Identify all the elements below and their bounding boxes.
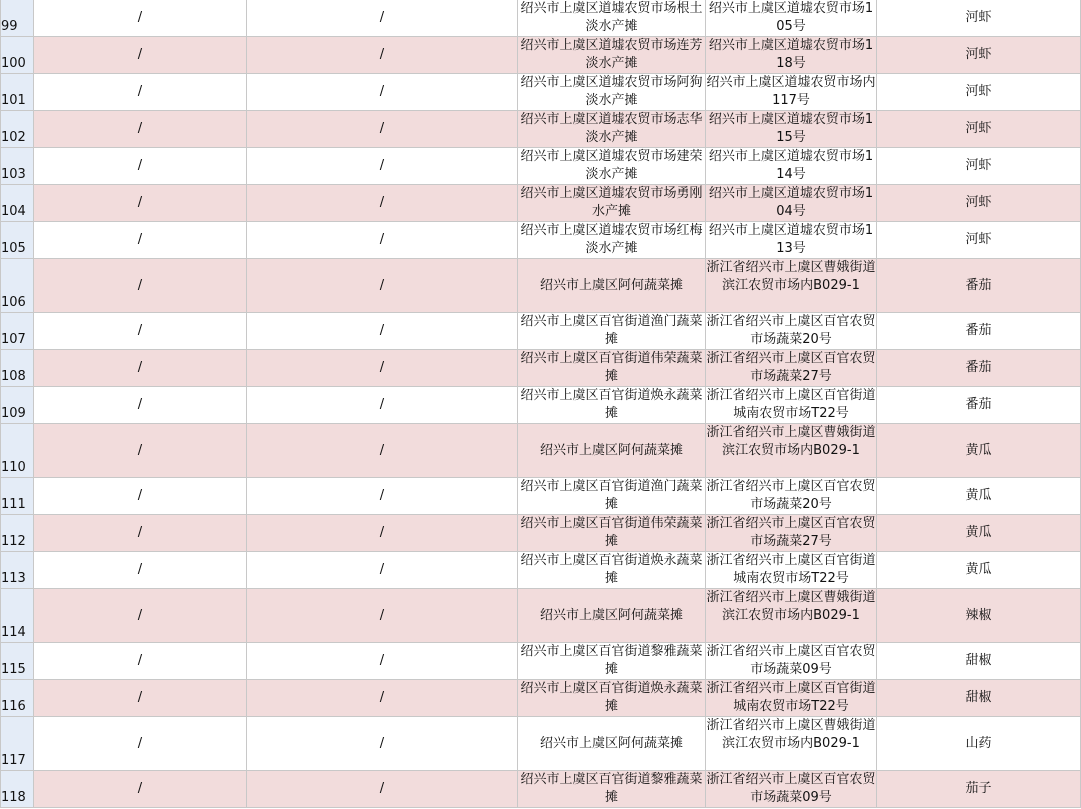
cell-operator-name[interactable]: 绍兴市上虞区道墟农贸市场连芳淡水产摊 — [518, 37, 706, 74]
cell-col-b[interactable]: / — [34, 515, 247, 552]
cell-product-name[interactable]: 黄瓜 — [877, 552, 1081, 589]
cell-col-b[interactable]: / — [34, 387, 247, 424]
cell-col-b[interactable]: / — [34, 0, 247, 37]
cell-product-name[interactable]: 番茄 — [877, 387, 1081, 424]
table-row — [1, 259, 1081, 313]
table-row — [1, 350, 1081, 387]
cell-col-b[interactable]: / — [34, 552, 247, 589]
cell-operator-name[interactable]: 绍兴市上虞区道墟农贸市场建荣淡水产摊 — [518, 148, 706, 185]
cell-product-name[interactable]: 番茄 — [877, 313, 1081, 350]
cell-operator-name[interactable]: 绍兴市上虞区阿何蔬菜摊 — [518, 589, 706, 643]
table-row — [1, 771, 1081, 808]
row-number[interactable]: 100 — [1, 37, 34, 74]
cell-col-c[interactable]: / — [247, 313, 518, 350]
cell-col-b[interactable]: / — [34, 111, 247, 148]
cell-operator-address[interactable]: 浙江省绍兴市上虞区曹娥街道滨江农贸市场内B029-1 — [706, 717, 877, 771]
row-number[interactable]: 108 — [1, 350, 34, 387]
cell-product-name[interactable]: 甜椒 — [877, 643, 1081, 680]
cell-col-b[interactable]: / — [34, 74, 247, 111]
cell-col-c[interactable]: / — [247, 387, 518, 424]
table-row — [1, 589, 1081, 643]
table-row — [1, 37, 1081, 74]
cell-operator-name[interactable]: 绍兴市上虞区百官街道焕永蔬菜摊 — [518, 387, 706, 424]
row-number[interactable]: 101 — [1, 74, 34, 111]
cell-col-c[interactable]: / — [247, 515, 518, 552]
cell-operator-name[interactable]: 绍兴市上虞区百官街道黎雅蔬菜摊 — [518, 771, 706, 808]
table-row — [1, 148, 1081, 185]
cell-col-c[interactable]: / — [247, 350, 518, 387]
cell-col-c[interactable]: / — [247, 259, 518, 313]
cell-col-c[interactable]: / — [247, 680, 518, 717]
cell-operator-name[interactable]: 绍兴市上虞区道墟农贸市场勇刚水产摊 — [518, 185, 706, 222]
cell-col-b[interactable]: / — [34, 350, 247, 387]
cell-operator-address[interactable]: 浙江省绍兴市上虞区百官街道城南农贸市场T22号 — [706, 552, 877, 589]
cell-col-c[interactable]: / — [247, 589, 518, 643]
cell-product-name[interactable]: 茄子 — [877, 771, 1081, 808]
cell-col-c[interactable]: / — [247, 148, 518, 185]
cell-col-b[interactable]: / — [34, 222, 247, 259]
cell-operator-address[interactable]: 浙江省绍兴市上虞区百官农贸市场蔬菜09号 — [706, 643, 877, 680]
cell-operator-name[interactable]: 绍兴市上虞区百官街道渔门蔬菜摊 — [518, 478, 706, 515]
cell-operator-name[interactable]: 绍兴市上虞区道墟农贸市场根土淡水产摊 — [518, 0, 706, 37]
cell-operator-name[interactable]: 绍兴市上虞区百官街道焕永蔬菜摊 — [518, 552, 706, 589]
cell-product-name[interactable]: 河虾 — [877, 74, 1081, 111]
cell-col-b[interactable]: / — [34, 478, 247, 515]
cell-operator-address[interactable]: 绍兴市上虞区道墟农贸市场114号 — [706, 148, 877, 185]
table-row — [1, 185, 1081, 222]
row-number[interactable]: 99 — [1, 0, 34, 37]
cell-col-c[interactable]: / — [247, 74, 518, 111]
cell-operator-address[interactable]: 绍兴市上虞区道墟农贸市场115号 — [706, 111, 877, 148]
cell-operator-address[interactable]: 浙江省绍兴市上虞区百官农贸市场蔬菜27号 — [706, 515, 877, 552]
table-row — [1, 478, 1081, 515]
cell-operator-name[interactable]: 绍兴市上虞区阿何蔬菜摊 — [518, 259, 706, 313]
cell-col-c[interactable]: / — [247, 424, 518, 478]
cell-operator-address[interactable]: 浙江省绍兴市上虞区曹娥街道滨江农贸市场内B029-1 — [706, 259, 877, 313]
table-row — [1, 0, 1081, 37]
cell-operator-name[interactable]: 绍兴市上虞区百官街道伟荣蔬菜摊 — [518, 350, 706, 387]
table-body — [1, 0, 1081, 808]
table-row — [1, 680, 1081, 717]
cell-col-c[interactable]: / — [247, 717, 518, 771]
row-number[interactable]: 107 — [1, 313, 34, 350]
row-number[interactable]: 113 — [1, 552, 34, 589]
cell-col-c[interactable]: / — [247, 111, 518, 148]
cell-col-b[interactable]: / — [34, 185, 247, 222]
cell-product-name[interactable]: 番茄 — [877, 259, 1081, 313]
table-row — [1, 515, 1081, 552]
cell-operator-address[interactable]: 浙江省绍兴市上虞区曹娥街道滨江农贸市场内B029-1 — [706, 424, 877, 478]
row-number[interactable]: 106 — [1, 259, 34, 313]
cell-operator-name[interactable]: 绍兴市上虞区百官街道伟荣蔬菜摊 — [518, 515, 706, 552]
cell-operator-address[interactable]: 绍兴市上虞区道墟农贸市场113号 — [706, 222, 877, 259]
cell-product-name[interactable]: 河虾 — [877, 111, 1081, 148]
cell-product-name[interactable]: 山药 — [877, 717, 1081, 771]
row-number[interactable]: 110 — [1, 424, 34, 478]
cell-col-b[interactable]: / — [34, 424, 247, 478]
cell-operator-address[interactable]: 绍兴市上虞区道墟农贸市场内117号 — [706, 74, 877, 111]
cell-product-name[interactable]: 辣椒 — [877, 589, 1081, 643]
cell-col-b[interactable]: / — [34, 680, 247, 717]
cell-product-name[interactable]: 河虾 — [877, 37, 1081, 74]
row-number[interactable]: 111 — [1, 478, 34, 515]
cell-col-c[interactable]: / — [247, 552, 518, 589]
cell-operator-address[interactable]: 浙江省绍兴市上虞区百官街道城南农贸市场T22号 — [706, 387, 877, 424]
table-row — [1, 313, 1081, 350]
cell-col-b[interactable]: / — [34, 37, 247, 74]
cell-col-b[interactable]: / — [34, 313, 247, 350]
row-number[interactable]: 114 — [1, 589, 34, 643]
cell-col-c[interactable]: / — [247, 771, 518, 808]
cell-operator-name[interactable]: 绍兴市上虞区百官街道渔门蔬菜摊 — [518, 313, 706, 350]
cell-operator-address[interactable]: 浙江省绍兴市上虞区百官农贸市场蔬菜20号 — [706, 478, 877, 515]
row-number[interactable]: 115 — [1, 643, 34, 680]
cell-operator-name[interactable]: 绍兴市上虞区道墟农贸市场志华淡水产摊 — [518, 111, 706, 148]
row-number[interactable]: 112 — [1, 515, 34, 552]
cell-col-b[interactable]: / — [34, 589, 247, 643]
table-row — [1, 552, 1081, 589]
row-number[interactable]: 104 — [1, 185, 34, 222]
row-number[interactable]: 117 — [1, 717, 34, 771]
row-number[interactable]: 103 — [1, 148, 34, 185]
cell-col-b[interactable]: / — [34, 259, 247, 313]
cell-operator-name[interactable]: 绍兴市上虞区阿何蔬菜摊 — [518, 424, 706, 478]
table-row — [1, 643, 1081, 680]
cell-col-b[interactable]: / — [34, 148, 247, 185]
cell-operator-name[interactable]: 绍兴市上虞区阿何蔬菜摊 — [518, 717, 706, 771]
cell-product-name[interactable]: 黄瓜 — [877, 424, 1081, 478]
cell-product-name[interactable]: 河虾 — [877, 222, 1081, 259]
cell-operator-address[interactable]: 浙江省绍兴市上虞区百官街道城南农贸市场T22号 — [706, 680, 877, 717]
cell-col-b[interactable]: / — [34, 643, 247, 680]
cell-col-c[interactable]: / — [247, 643, 518, 680]
cell-operator-address[interactable]: 浙江省绍兴市上虞区百官农贸市场蔬菜27号 — [706, 350, 877, 387]
cell-operator-address[interactable]: 绍兴市上虞区道墟农贸市场104号 — [706, 185, 877, 222]
cell-operator-name[interactable]: 绍兴市上虞区百官街道焕永蔬菜摊 — [518, 680, 706, 717]
cell-operator-name[interactable]: 绍兴市上虞区道墟农贸市场阿狗淡水产摊 — [518, 74, 706, 111]
cell-operator-address[interactable]: 浙江省绍兴市上虞区曹娥街道滨江农贸市场内B029-1 — [706, 589, 877, 643]
table-row — [1, 74, 1081, 111]
cell-col-c[interactable]: / — [247, 37, 518, 74]
cell-col-c[interactable]: / — [247, 222, 518, 259]
cell-operator-address[interactable]: 绍兴市上虞区道墟农贸市场118号 — [706, 37, 877, 74]
cell-operator-name[interactable]: 绍兴市上虞区百官街道黎雅蔬菜摊 — [518, 643, 706, 680]
cell-product-name[interactable]: 河虾 — [877, 0, 1081, 37]
table-row — [1, 387, 1081, 424]
cell-product-name[interactable]: 甜椒 — [877, 680, 1081, 717]
cell-operator-address[interactable]: 绍兴市上虞区道墟农贸市场105号 — [706, 0, 877, 37]
cell-col-b[interactable]: / — [34, 717, 247, 771]
row-number[interactable]: 105 — [1, 222, 34, 259]
row-number[interactable]: 118 — [1, 771, 34, 808]
table-row — [1, 424, 1081, 478]
cell-product-name[interactable]: 河虾 — [877, 185, 1081, 222]
row-number[interactable]: 116 — [1, 680, 34, 717]
table-row — [1, 222, 1081, 259]
cell-operator-address[interactable]: 浙江省绍兴市上虞区百官农贸市场蔬菜20号 — [706, 313, 877, 350]
row-number[interactable]: 102 — [1, 111, 34, 148]
cell-product-name[interactable]: 河虾 — [877, 148, 1081, 185]
cell-col-c[interactable]: / — [247, 478, 518, 515]
row-number[interactable]: 109 — [1, 387, 34, 424]
cell-col-c[interactable]: / — [247, 185, 518, 222]
cell-product-name[interactable]: 番茄 — [877, 350, 1081, 387]
cell-operator-address[interactable]: 浙江省绍兴市上虞区百官农贸市场蔬菜09号 — [706, 771, 877, 808]
cell-operator-name[interactable]: 绍兴市上虞区道墟农贸市场红梅淡水产摊 — [518, 222, 706, 259]
table-row — [1, 111, 1081, 148]
cell-col-c[interactable]: / — [247, 0, 518, 37]
table-row — [1, 717, 1081, 771]
cell-col-b[interactable]: / — [34, 771, 247, 808]
cell-product-name[interactable]: 黄瓜 — [877, 515, 1081, 552]
cell-product-name[interactable]: 黄瓜 — [877, 478, 1081, 515]
